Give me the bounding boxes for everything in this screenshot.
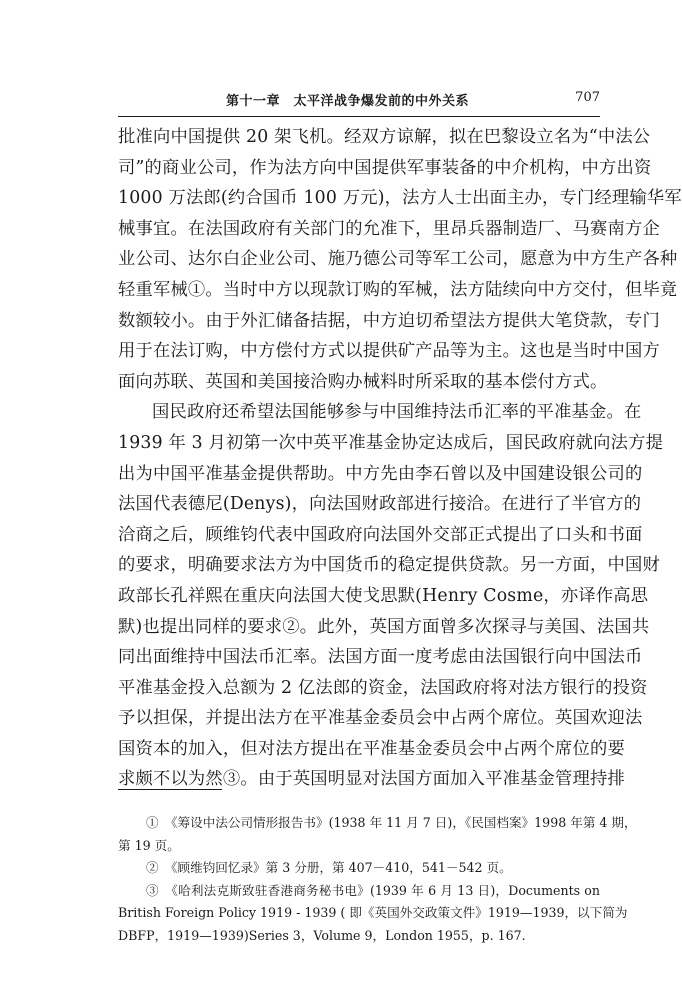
footnote-rule	[118, 789, 222, 790]
text-line: 司”的商业公司，作为法方向中国提供军事装备的中介机构，中方出资	[118, 157, 652, 178]
running-header	[118, 90, 600, 112]
footnotes	[118, 812, 637, 947]
text-line: 用于在法订购，中方偿付方式以提供矿产品等为主。这也是当时中国方	[118, 341, 660, 362]
text-line: 求颇不以为然③。由于英国明显对法国方面加入平准基金管理持排	[118, 769, 625, 790]
text-line: 业公司、达尔白企业公司、施乃德公司等军工公司，愿意为中方生产各种	[118, 249, 678, 270]
text-line: 法国代表德尼(Denys)，向法国财政部进行接洽。在进行了半官方的	[118, 494, 642, 515]
footnote-3: ③ 《哈利法克斯致驻香港商务秘书电》(1939 年 6 月 13 日)，Documents on	[146, 882, 600, 898]
text-line: 予以担保，并提出法方在平准基金委员会中占两个席位。英国欢迎法	[118, 708, 643, 729]
text-line: 同出面维持中国法币汇率。法国方面一度考虑由法国银行向中国法币	[118, 647, 643, 668]
text-line: 数额较小。由于外汇储备拮据，中方迫切希望法方提供大笔贷款，专门	[118, 310, 660, 331]
text-line: 默)也提出同样的要求②。此外，英国方面曾多次探寻与美国、法国共	[118, 616, 650, 637]
footnote-3-continued: British Foreign Policy 1919 - 1939 ( 即《英国外交政策文件》1919—1939，以下简为	[118, 905, 628, 920]
footnote-1-continued: 第 19 页。	[118, 837, 180, 853]
footnote-2: ② 《顾维钧回忆录》第 3 分册，第 407－410，541－542 页。	[146, 860, 512, 875]
text-line: 面向苏联、英国和美国接洽购办械料时所采取的基本偿付方式。	[118, 371, 608, 392]
text-line: 政部长孔祥熙在重庆向法国大使戈思默(Henry Cosme，亦译作高思	[118, 585, 649, 606]
footnote-3-continued: DBFP，1919—1939)Series 3，Volume 9，London 1955，p. 167.	[118, 927, 526, 943]
header-rule	[118, 116, 600, 117]
text-line: 平准基金投入总额为 2 亿法郎的资金，法国政府将对法方银行的投资	[118, 677, 648, 698]
chapter-title: 第十一章 太平洋战争爆发前的中外关系	[226, 94, 470, 109]
text-line: 出为中国平准基金提供帮助。中方先由李石曾以及中国建设银公司的	[118, 463, 643, 484]
text-line: 的要求，明确要求法方为中国货币的稳定提供贷款。另一方面，中国财	[118, 555, 660, 576]
text-line: 1000 万法郎(约合国币 100 万元)，法方人士出面主办，专门经理输华军	[118, 188, 682, 209]
footnote-1: ① 《筹设中法公司情形报告书》(1938 年 11 月 7 日)，《民国档案》1998 年第 4 期，	[146, 815, 637, 830]
paragraph-start-line: 国民政府还希望法国能够参与中国维持法币汇率的平准基金。在	[152, 402, 642, 423]
page-number: 707	[575, 90, 600, 105]
text-line: 1939 年 3 月初第一次中英平准基金协定达成后，国民政府就向法方提	[118, 432, 664, 453]
text-line: 洽商之后，顾维钧代表中国政府向法国外交部正式提出了口头和书面	[118, 524, 643, 545]
text-line: 械事宜。在法国政府有关部门的允准下，里昂兵器制造厂、马赛南方企	[118, 218, 660, 239]
body-text	[118, 122, 682, 795]
text-line: 轻重军械①。当时中方以现款订购的军械，法方陆续向中方交付，但毕竟	[118, 279, 678, 300]
text-line: 国资本的加入，但对法方提出在平准基金委员会中占两个席位的要	[118, 738, 625, 759]
text-line: 批准向中国提供 20 架飞机。经双方谅解，拟在巴黎设立名为“中法公	[118, 127, 651, 147]
